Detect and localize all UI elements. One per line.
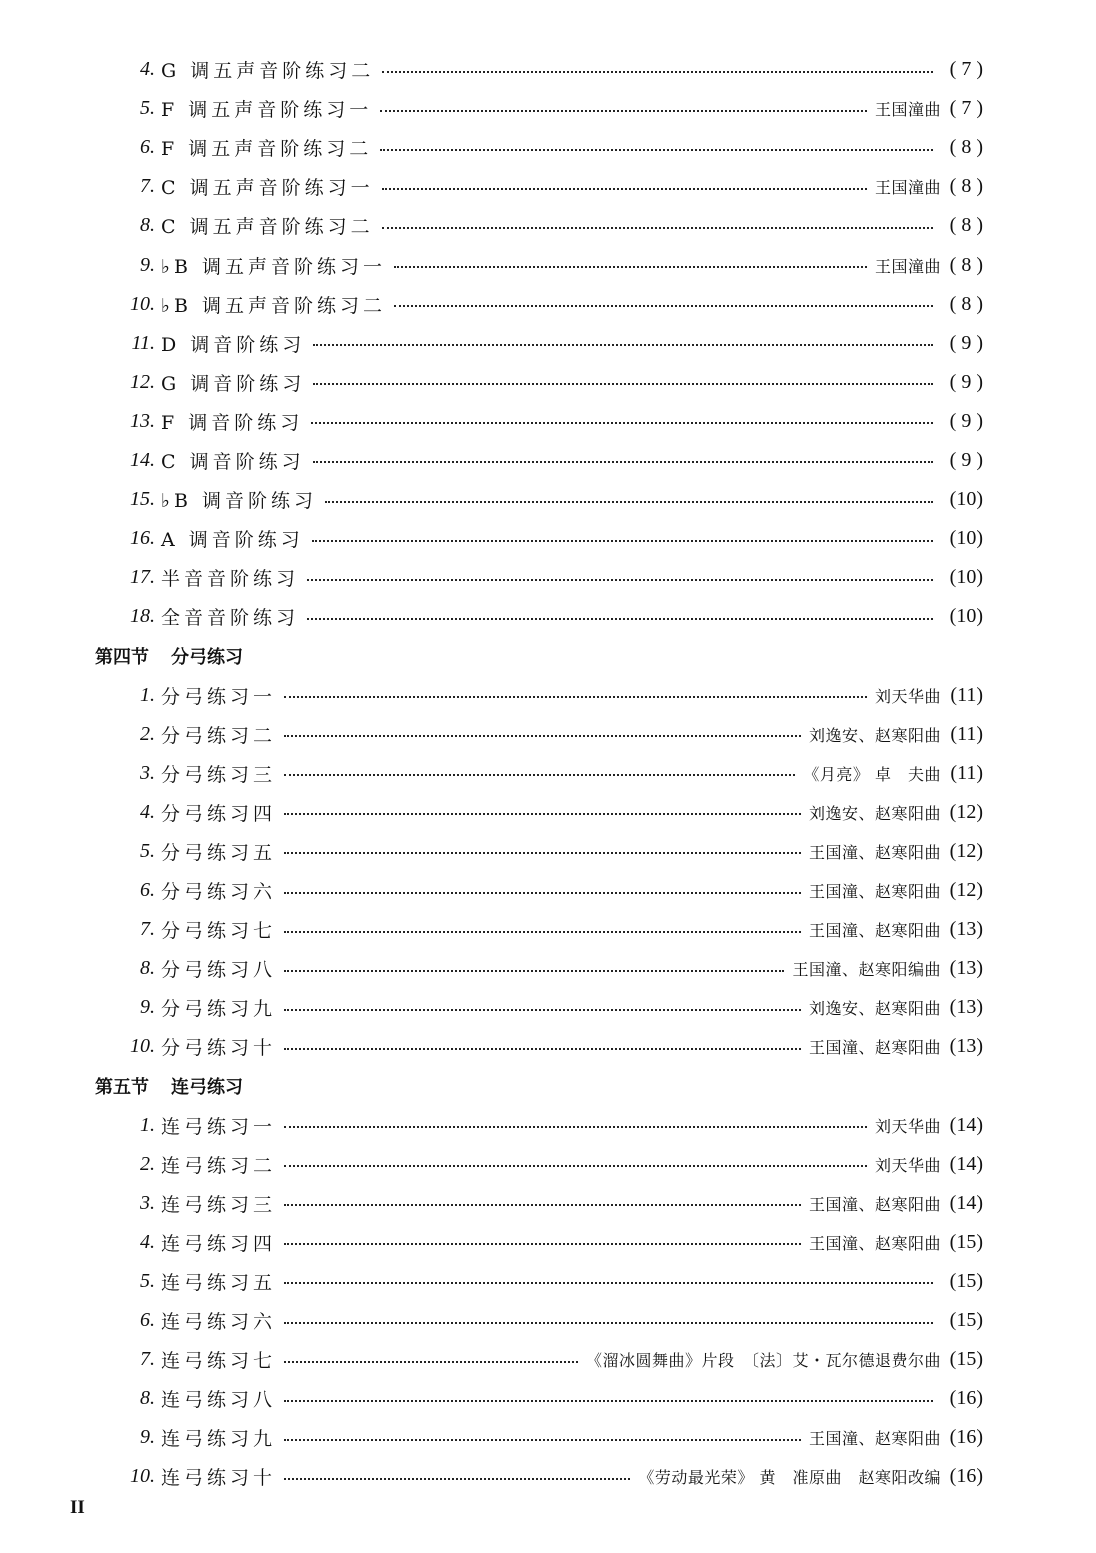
- entry-page-number: ( 9 ): [949, 448, 983, 471]
- dot-leader: [382, 188, 867, 190]
- entry-title: F 调音阶练习: [161, 411, 304, 434]
- entry-page-number: (14): [949, 1191, 983, 1214]
- entry-page-number: ( 8 ): [949, 253, 983, 276]
- dot-leader: [382, 227, 933, 229]
- entry-number: 7.: [140, 1348, 155, 1371]
- entry-title: 分弓练习七: [161, 920, 277, 943]
- entry-page-number: (12): [949, 800, 983, 823]
- entry-number: 5.: [140, 97, 155, 120]
- entry-credit: 刘天华曲: [874, 1155, 941, 1175]
- section-title: 分弓练习: [171, 646, 243, 668]
- toc-entry[interactable]: [95, 910, 983, 949]
- entry-number: 1.: [140, 683, 155, 706]
- entry-number: 15.: [130, 488, 155, 511]
- entry-number: 4.: [140, 1230, 155, 1253]
- toc-entry[interactable]: [95, 1301, 983, 1340]
- dot-leader: [284, 1048, 801, 1050]
- entry-title: 连弓练习七: [161, 1350, 277, 1373]
- entry-page-number: (14): [949, 1152, 983, 1175]
- dot-leader: [382, 71, 933, 73]
- section-heading: [95, 1066, 983, 1105]
- toc-entry[interactable]: [95, 167, 983, 206]
- entry-number: 11.: [131, 331, 155, 354]
- dot-leader: [284, 852, 801, 854]
- entry-page-number: (15): [949, 1230, 983, 1253]
- entry-page-number: ( 7 ): [949, 97, 983, 120]
- entry-title: 连弓练习六: [161, 1311, 277, 1334]
- entry-title: 分弓练习五: [161, 841, 277, 864]
- toc-entry[interactable]: [95, 324, 983, 363]
- entry-credit: 《劳动最光荣》 黄 准原曲 赵寒阳改编: [638, 1468, 941, 1488]
- entry-page-number: (13): [949, 1035, 983, 1058]
- entry-title: 分弓练习三: [161, 763, 277, 786]
- entry-number: 8.: [140, 214, 155, 237]
- toc-entry[interactable]: [95, 597, 983, 636]
- entry-title: F 调五声音阶练习二: [161, 138, 373, 161]
- dot-leader: [284, 1126, 867, 1128]
- toc-entry[interactable]: [95, 988, 983, 1027]
- entry-page-number: ( 9 ): [949, 370, 983, 393]
- entry-number: 10.: [130, 292, 155, 315]
- entry-credit: 王国潼、赵寒阳曲: [808, 1194, 941, 1214]
- dot-leader: [394, 305, 933, 307]
- dot-leader: [284, 931, 801, 933]
- toc-entry[interactable]: [95, 519, 983, 558]
- dot-leader: [380, 110, 867, 112]
- dot-leader: [284, 696, 867, 698]
- entry-page-number: (11): [950, 722, 983, 745]
- toc-entry[interactable]: [95, 89, 983, 128]
- dot-leader: [284, 1009, 801, 1011]
- entry-title: 分弓练习四: [161, 802, 277, 825]
- dot-leader: [284, 1478, 630, 1480]
- entry-number: 9.: [140, 253, 155, 276]
- entry-title: 分弓练习九: [161, 998, 277, 1021]
- dot-leader: [313, 383, 933, 385]
- entry-page-number: (10): [949, 488, 983, 511]
- entry-number: 1.: [140, 1113, 155, 1136]
- toc-entry[interactable]: [95, 285, 983, 324]
- entry-page-number: (16): [949, 1426, 983, 1449]
- entry-page-number: (11): [950, 683, 983, 706]
- entry-page-number: (16): [949, 1387, 983, 1410]
- entry-title: C 调五声音阶练习一: [161, 177, 374, 200]
- dot-leader: [284, 735, 801, 737]
- table-of-contents: [95, 50, 983, 1496]
- toc-entry[interactable]: [95, 1457, 983, 1496]
- toc-entry[interactable]: [95, 50, 983, 89]
- entry-page-number: (15): [949, 1269, 983, 1292]
- entry-page-number: ( 8 ): [949, 136, 983, 159]
- entry-title: C 调五声音阶练习二: [161, 216, 374, 239]
- entry-credit: 刘逸安、赵寒阳曲: [808, 725, 941, 745]
- entry-title: A 调音阶练习: [161, 529, 304, 552]
- entry-title: 连弓练习三: [161, 1193, 277, 1216]
- dot-leader: [284, 1361, 578, 1363]
- entry-credit: 刘天华曲: [874, 1116, 941, 1136]
- entry-number: 8.: [140, 1387, 155, 1410]
- toc-entry[interactable]: [95, 832, 983, 871]
- dot-leader: [284, 1204, 801, 1206]
- entry-title: 连弓练习一: [161, 1115, 277, 1138]
- entry-title: 分弓练习六: [161, 881, 277, 904]
- entry-page-number: ( 8 ): [949, 175, 983, 198]
- entry-page-number: (14): [949, 1113, 983, 1136]
- entry-title: ♭B 调五声音阶练习二: [161, 294, 386, 317]
- entry-number: 13.: [130, 409, 155, 432]
- entry-number: 17.: [130, 566, 155, 589]
- toc-entry[interactable]: [95, 1106, 983, 1145]
- entry-credit: 王国潼、赵寒阳编曲: [792, 960, 941, 980]
- toc-entry[interactable]: [95, 206, 983, 245]
- toc-entry[interactable]: [95, 1184, 983, 1223]
- entry-title: 连弓练习十: [161, 1467, 277, 1490]
- toc-entry[interactable]: [95, 128, 983, 167]
- entry-title: 连弓练习九: [161, 1428, 277, 1451]
- toc-entry[interactable]: [95, 1223, 983, 1262]
- entry-credit: 《月亮》 卓 夫曲: [803, 764, 941, 784]
- entry-title: G 调五声音阶练习二: [161, 60, 375, 83]
- entry-credit: 王国潼、赵寒阳曲: [808, 921, 941, 941]
- entry-number: 8.: [140, 957, 155, 980]
- toc-entry[interactable]: [95, 754, 983, 793]
- toc-entry[interactable]: [95, 558, 983, 597]
- dot-leader: [307, 579, 933, 581]
- entry-credit: 刘逸安、赵寒阳曲: [808, 999, 941, 1019]
- dot-leader: [284, 970, 784, 972]
- entry-page-number: (10): [949, 527, 983, 550]
- dot-leader: [284, 1282, 933, 1284]
- entry-page-number: (12): [949, 879, 983, 902]
- dot-leader: [284, 1439, 801, 1441]
- entry-number: 3.: [140, 1191, 155, 1214]
- entry-title: ♭B 调音阶练习: [161, 490, 317, 513]
- page-folio: II: [70, 1497, 85, 1518]
- dot-leader: [284, 774, 795, 776]
- entry-page-number: ( 8 ): [949, 292, 983, 315]
- toc-entry[interactable]: [95, 1418, 983, 1457]
- entry-page-number: (16): [949, 1465, 983, 1488]
- entry-credit: 王国潼曲: [874, 100, 941, 120]
- entry-credit: 王国潼曲: [874, 256, 941, 276]
- toc-entry[interactable]: [95, 793, 983, 832]
- entry-number: 9.: [140, 996, 155, 1019]
- entry-title: G 调音阶练习: [161, 372, 306, 395]
- dot-leader: [311, 422, 933, 424]
- entry-number: 6.: [140, 879, 155, 902]
- entry-page-number: (10): [949, 605, 983, 628]
- entry-title: 分弓练习一: [161, 685, 277, 708]
- dot-leader: [313, 344, 933, 346]
- entry-number: 5.: [140, 839, 155, 862]
- entry-number: 7.: [140, 175, 155, 198]
- entry-number: 10.: [130, 1465, 155, 1488]
- entry-number: 5.: [140, 1269, 155, 1292]
- toc-entry[interactable]: [95, 480, 983, 519]
- entry-number: 6.: [140, 1309, 155, 1332]
- dot-leader: [284, 1243, 801, 1245]
- entry-credit: 王国潼曲: [874, 178, 941, 198]
- entry-page-number: (12): [949, 839, 983, 862]
- entry-page-number: (11): [950, 761, 983, 784]
- dot-leader: [325, 501, 933, 503]
- section-title: 连弓练习: [171, 1076, 243, 1098]
- toc-entry[interactable]: [95, 1027, 983, 1066]
- entry-number: 9.: [140, 1426, 155, 1449]
- entry-title: 连弓练习二: [161, 1154, 277, 1177]
- entry-credit: 王国潼、赵寒阳曲: [808, 1429, 941, 1449]
- dot-leader: [380, 149, 933, 151]
- section-number: 第四节: [95, 646, 149, 668]
- dot-leader: [312, 540, 933, 542]
- entry-number: 2.: [140, 1152, 155, 1175]
- dot-leader: [284, 1322, 933, 1324]
- entry-title: D 调音阶练习: [161, 333, 306, 356]
- toc-entry[interactable]: [95, 1340, 983, 1379]
- entry-credit: 刘逸安、赵寒阳曲: [808, 803, 941, 823]
- entry-title: 分弓练习十: [161, 1037, 277, 1060]
- entry-number: 12.: [130, 370, 155, 393]
- entry-number: 6.: [140, 136, 155, 159]
- toc-entry[interactable]: [95, 1145, 983, 1184]
- dot-leader: [284, 1165, 867, 1167]
- entry-number: 18.: [130, 605, 155, 628]
- toc-entry[interactable]: [95, 871, 983, 910]
- toc-entry[interactable]: [95, 402, 983, 441]
- entry-title: C 调音阶练习: [161, 450, 305, 473]
- entry-title: 连弓练习五: [161, 1271, 277, 1294]
- section-number: 第五节: [95, 1076, 149, 1098]
- entry-credit: 王国潼、赵寒阳曲: [808, 882, 941, 902]
- entry-page-number: (15): [949, 1309, 983, 1332]
- entry-page-number: ( 9 ): [949, 331, 983, 354]
- entry-page-number: (15): [949, 1348, 983, 1371]
- entry-number: 3.: [140, 761, 155, 784]
- entry-title: 连弓练习八: [161, 1389, 277, 1412]
- entry-title: 分弓练习八: [161, 959, 277, 982]
- entry-number: 4.: [140, 58, 155, 81]
- entry-page-number: ( 8 ): [949, 214, 983, 237]
- entry-number: 16.: [130, 527, 155, 550]
- entry-page-number: ( 9 ): [949, 409, 983, 432]
- dot-leader: [313, 461, 933, 463]
- entry-title: 全音音阶练习: [161, 607, 300, 630]
- entry-number: 14.: [130, 448, 155, 471]
- dot-leader: [394, 266, 867, 268]
- entry-title: ♭B 调五声音阶练习一: [161, 255, 386, 278]
- entry-page-number: ( 7 ): [949, 58, 983, 81]
- dot-leader: [284, 1400, 933, 1402]
- toc-entry[interactable]: [95, 949, 983, 988]
- entry-page-number: (13): [949, 918, 983, 941]
- dot-leader: [284, 813, 801, 815]
- entry-credit: 刘天华曲: [874, 686, 941, 706]
- toc-entry[interactable]: [95, 715, 983, 754]
- entry-page-number: (13): [949, 996, 983, 1019]
- entry-credit: 王国潼、赵寒阳曲: [808, 842, 941, 862]
- entry-number: 10.: [130, 1035, 155, 1058]
- entry-number: 4.: [140, 800, 155, 823]
- entry-credit: 王国潼、赵寒阳曲: [808, 1233, 941, 1253]
- entry-title: 连弓练习四: [161, 1232, 277, 1255]
- entry-title: 半音音阶练习: [161, 568, 300, 591]
- entry-number: 7.: [140, 918, 155, 941]
- toc-entry[interactable]: [95, 363, 983, 402]
- toc-entry[interactable]: [95, 441, 983, 480]
- entry-page-number: (13): [949, 957, 983, 980]
- entry-credit: 《溜冰圆舞曲》片段 〔法〕艾・瓦尔德退费尔曲: [585, 1351, 941, 1371]
- toc-entry[interactable]: [95, 676, 983, 715]
- dot-leader: [284, 892, 801, 894]
- dot-leader: [307, 618, 933, 620]
- entry-page-number: (10): [949, 566, 983, 589]
- toc-entry[interactable]: [95, 1262, 983, 1301]
- entry-title: F 调五声音阶练习一: [161, 99, 373, 122]
- entry-title: 分弓练习二: [161, 724, 277, 747]
- section-heading: [95, 636, 983, 675]
- toc-entry[interactable]: [95, 245, 983, 284]
- entry-credit: 王国潼、赵寒阳曲: [808, 1038, 941, 1058]
- entry-number: 2.: [140, 722, 155, 745]
- toc-entry[interactable]: [95, 1379, 983, 1418]
